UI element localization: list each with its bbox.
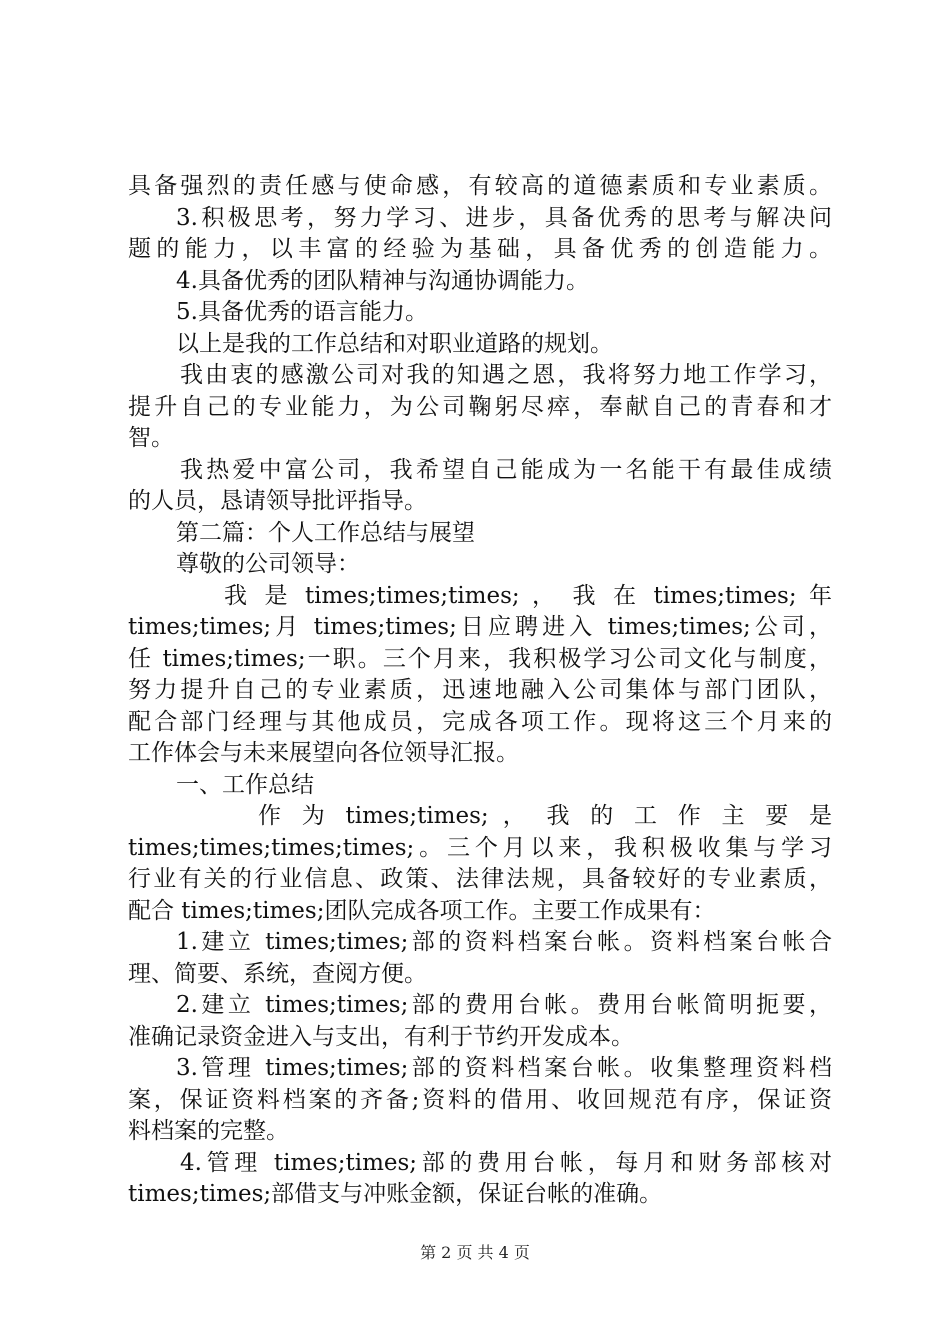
section-heading: 一、工作总结 bbox=[176, 771, 314, 798]
text-line: 料档案的完整。 bbox=[128, 1118, 289, 1144]
text-line: times;times;月 times;times;日应聘进入 times;times;公司， bbox=[128, 614, 832, 640]
text-line: 4.管理 times;times;部的费用台帐，每月和财务部核对 bbox=[180, 1149, 832, 1176]
page-number: 第 2 页 共 4 页 bbox=[420, 1243, 530, 1262]
text-line: times;times;times;times;。三个月以来，我积极收集与学习 bbox=[128, 834, 832, 861]
text-line: 3.积极思考，努力学习、进步，具备优秀的思考与解决问 bbox=[176, 204, 832, 231]
text-line: 努力提升自己的专业素质，迅速地融入公司集体与部门团队， bbox=[128, 677, 832, 703]
text-line: 我 是 times;times;times; ， 我 在 times;times; 年 bbox=[224, 582, 832, 609]
text-line: 2.建立 times;times;部的费用台帐。费用台帐简明扼要， bbox=[176, 992, 832, 1018]
text-line: times;times;部借支与冲账金额，保证台帐的准确。 bbox=[128, 1181, 663, 1207]
text-line: 配合部门经理与其他成员，完成各项工作。现将这三个月来的 bbox=[128, 708, 832, 735]
text-line: 5.具备优秀的语言能力。 bbox=[176, 299, 428, 325]
text-line: 具备强烈的责任感与使命感，有较高的道德素质和专业素质。 bbox=[128, 173, 832, 199]
text-line: 以上是我的工作总结和对职业道路的规划。 bbox=[176, 330, 613, 357]
text-line: 题的能力，以丰富的经验为基础，具备优秀的创造能力。 bbox=[128, 236, 832, 262]
text-line: 配合 times;times;团队完成各项工作。主要工作成果有： bbox=[128, 897, 716, 924]
section-heading: 第二篇：个人工作总结与展望 bbox=[176, 519, 475, 546]
text-line: 提升自己的专业能力，为公司鞠躬尽瘁，奉献自己的青春和才 bbox=[128, 393, 832, 420]
text-line: 4.具备优秀的团队精神与沟通协调能力。 bbox=[176, 267, 589, 294]
text-line: 的人员，恳请领导批评指导。 bbox=[128, 488, 427, 514]
text-line: 工作体会与未来展望向各位领导汇报。 bbox=[128, 740, 519, 766]
text-line: 作 为 times;times; ， 我 的 工 作 主 要 是 bbox=[258, 803, 832, 829]
text-line: 理、简要、系统，查阅方便。 bbox=[128, 960, 427, 987]
text-line: 智。 bbox=[128, 425, 174, 451]
text-line: 我由衷的感激公司对我的知遇之恩，我将努力地工作学习， bbox=[180, 362, 832, 388]
text-line: 案，保证资料档案的齐备;资料的借用、收回规范有序，保证资 bbox=[128, 1086, 832, 1113]
text-line: 3.管理 times;times;部的资料档案台帐。收集整理资料档 bbox=[176, 1055, 832, 1081]
text-line: 任 times;times;一职。三个月来，我积极学习公司文化与制度， bbox=[128, 645, 832, 672]
salutation: 尊敬的公司领导： bbox=[176, 551, 360, 577]
text-line: 我热爱中富公司，我希望自己能成为一名能干有最佳成绩 bbox=[180, 456, 832, 483]
document-body bbox=[128, 171, 832, 1211]
text-line: 准确记录资金进入与支出，有利于节约开发成本。 bbox=[128, 1023, 634, 1050]
text-line: 1.建立 times;times;部的资料档案台帐。资料档案台帐合 bbox=[176, 929, 832, 955]
text-line: 行业有关的行业信息、政策、法律法规，具备较好的专业素质， bbox=[128, 866, 832, 892]
